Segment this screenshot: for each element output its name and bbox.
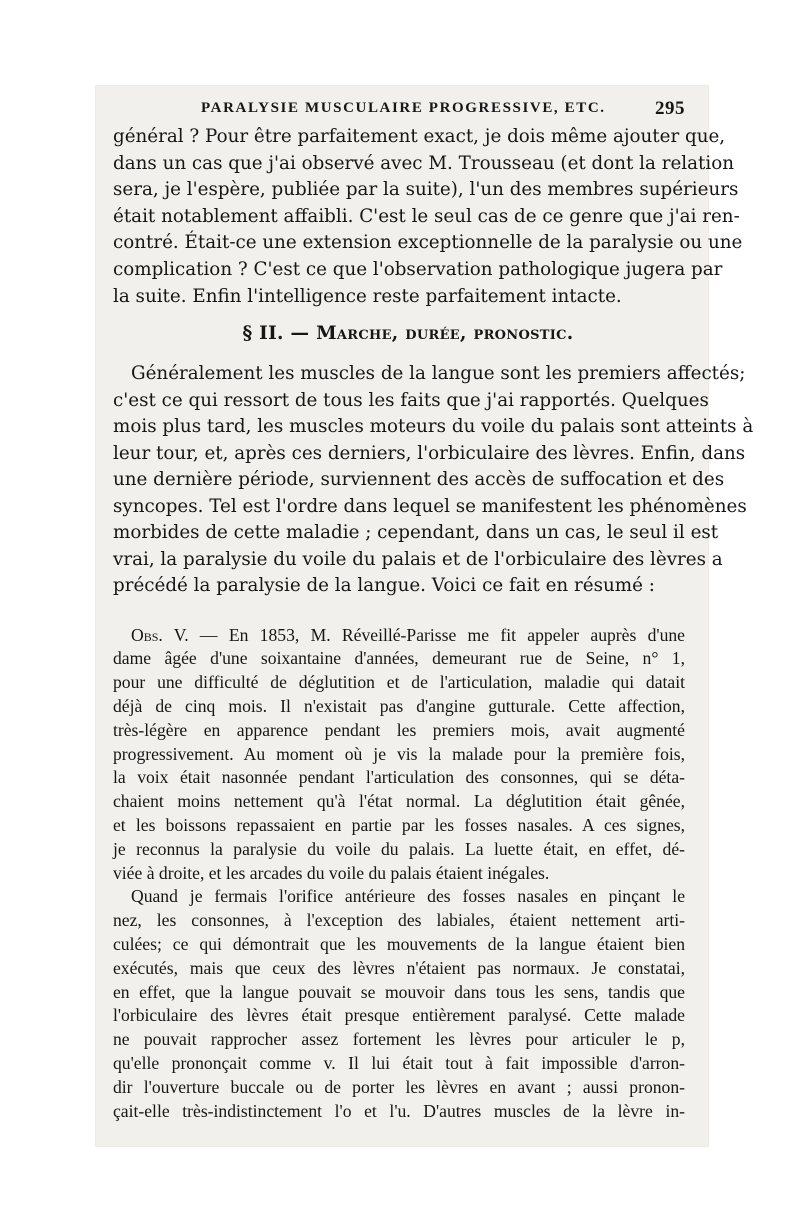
observation-block bbox=[113, 624, 685, 1124]
text-line: c'est ce qui ressort de tous les faits que j'ai rapportés. Quelques bbox=[113, 389, 709, 411]
section-symbol: § II. — bbox=[242, 323, 310, 345]
text-line: la suite. Enfin l'intelligence reste parfaitement intacte. bbox=[113, 285, 622, 307]
text-line: et les boissons repassaient en partie par les fosses nasales. A ces signes, bbox=[113, 815, 685, 836]
text-line: vrai, la paralysie du voile du palais et de l'orbiculaire des lèvres a bbox=[113, 548, 723, 570]
text-line: morbides de cette maladie ; cependant, dans un cas, le seul il est bbox=[113, 522, 719, 544]
page-content bbox=[113, 94, 754, 1123]
text-line: exécutés, mais que ceux des lèvres n'étaient pas normaux. Je constatai, bbox=[113, 957, 685, 978]
text-line: syncopes. Tel est l'ordre dans lequel se manifestent les phénomènes bbox=[113, 495, 747, 517]
text-line: pour une difficulté de déglutition et de l'articulation, maladie qui datait bbox=[113, 672, 685, 693]
text-line: mois plus tard, les muscles moteurs du voile du palais sont atteints à bbox=[113, 416, 754, 438]
text-line: Généralement les muscles de la langue sont les premiers affectés; bbox=[131, 363, 746, 385]
text-line: très-légère en apparence pendant les premiers mois, avait augmenté bbox=[113, 719, 685, 740]
text-line: complication ? C'est ce que l'observation pathologique jugera par bbox=[113, 258, 723, 280]
text-line: dans un cas que j'ai observé avec M. Trousseau (et dont la relation bbox=[113, 152, 735, 174]
text-line: précédé la paralysie de la langue. Voici ce fait en résumé : bbox=[113, 575, 655, 597]
text-line: l'orbiculaire des lèvres était presque entièrement paralysé. Cette malade bbox=[113, 1005, 685, 1026]
running-title: PARALYSIE MUSCULAIRE PROGRESSIVE, ETC. bbox=[201, 100, 606, 116]
intro-paragraph bbox=[113, 124, 743, 310]
text-line: une dernière période, surviennent des accès de suffocation et des bbox=[113, 469, 725, 491]
text-line: en effet, que la langue pouvait se mouvoir dans tous les sens, tandis que bbox=[113, 981, 685, 1002]
text-line: qu'elle prononçait comme v. Il lui était tout à fait impossible d'arron- bbox=[113, 1053, 685, 1073]
text-line: ne pouvait rapprocher assez fortement les lèvres pour articuler le p, bbox=[113, 1029, 685, 1050]
section-heading bbox=[113, 323, 685, 344]
text-line: contré. Était-ce une extension exceptionnelle de la paralysie ou une bbox=[113, 232, 743, 254]
text-line: progressivement. Au moment où je vis la malade pour la première fois, bbox=[113, 743, 685, 764]
text-line: déjà de cinq mois. Il n'existait pas d'angine gutturale. Cette affection, bbox=[113, 696, 685, 717]
text-line: culées; ce qui démontrait que les mouvements de la langue étaient bien bbox=[113, 934, 685, 955]
text-line: leur tour, et, après ces derniers, l'orbiculaire des lèvres. Enfin, dans bbox=[113, 442, 746, 464]
text-line: la voix était nasonnée pendant l'articulation des consonnes, qui se déta- bbox=[113, 767, 685, 788]
observation-label: Obs. V. bbox=[131, 624, 189, 645]
text-line: Quand je fermais l'orifice antérieure des fosses nasales en pinçant le bbox=[131, 886, 685, 907]
text-line: je reconnus la paralysie du voile du palais. La luette était, en effet, dé- bbox=[113, 838, 685, 859]
text-line bbox=[113, 624, 685, 648]
text-line: viée à droite, et les arcades du voile du palais étaient inégales. bbox=[113, 862, 550, 883]
text-line: était notablement affaibli. C'est le seul cas de ce genre que j'ai ren- bbox=[113, 205, 740, 227]
page-number: 295 bbox=[655, 98, 685, 119]
main-paragraph bbox=[113, 361, 754, 600]
text-line: dame âgée d'une soixantaine d'années, demeurant rue de Seine, n° 1, bbox=[113, 648, 685, 669]
text-line: dir l'ouverture buccale ou de porter les lèvres en avant ; aussi pronon- bbox=[113, 1076, 685, 1097]
section-title: Marche, durée, pronostic. bbox=[316, 323, 574, 345]
text-line: chaient moins nettement qu'à l'état normal. La déglutition était gênée, bbox=[113, 791, 685, 812]
text-line: çait-elle très-indistinctement l'o et l'u. D'autres muscles de la lèvre in- bbox=[113, 1100, 685, 1121]
text-line: sera, je l'espère, publiée par la suite), l'un des membres supérieurs bbox=[113, 179, 739, 201]
text-line: nez, les consonnes, à l'exception des labiales, étaient nettement arti- bbox=[113, 910, 685, 931]
observation-first-line: — En 1853, M. Réveillé-Parisse me fit appeler auprès d'une bbox=[199, 624, 685, 645]
text-line: général ? Pour être parfaitement exact, je dois même ajouter que, bbox=[113, 126, 726, 147]
running-head bbox=[113, 94, 685, 124]
